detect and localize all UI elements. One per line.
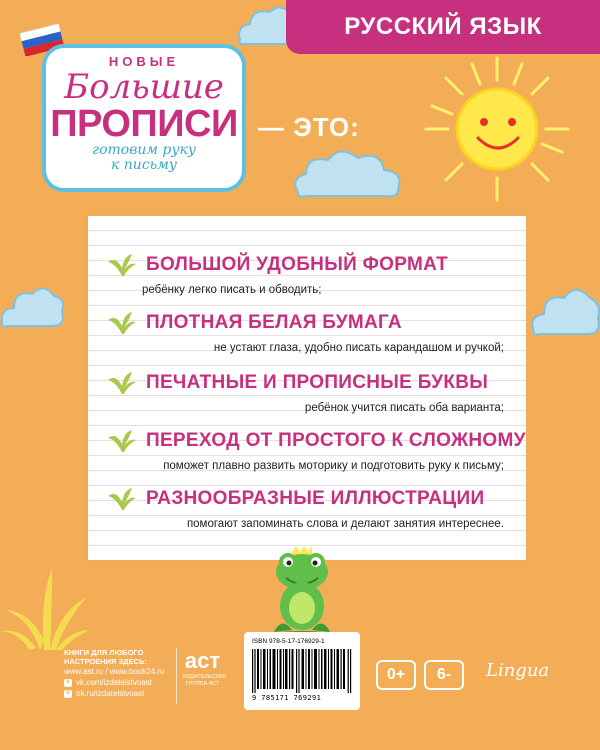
sprout-icon [106,428,138,454]
feature-description: ребёнку легко писать и обводить; [142,284,322,296]
sprout-icon [106,486,138,512]
sun-illustration [422,54,572,204]
ast-caption-1: ИЗДАТЕЛЬСКАЯ [183,674,227,680]
isbn-text: ISBN 978-5-17-176929-1 [252,638,325,645]
feature-description: ребёнок учится писать оба варианта; [304,402,504,414]
footer-vk-row[interactable] [64,677,164,688]
tagline: — ЭТО: [258,112,360,142]
grass-illustration [0,560,90,650]
feature-item [88,368,526,428]
feature-description: помогают запоминать слова и делают занятия интереснее. [186,518,504,530]
vk-icon: v [64,679,72,687]
ast-logo [176,648,227,704]
feature-item [88,308,526,368]
logo-line-prepare: готовим руку [92,142,196,158]
barcode-number: 9 785171 769291 [252,694,322,702]
barcode-bars [252,649,352,693]
feature-title: РАЗНООБРАЗНЫЕ ИЛЛЮСТРАЦИИ [146,488,485,509]
logo-line-writing: к письму [110,157,178,173]
logo-line-big: Большие [64,67,224,107]
frog-illustration [262,546,342,642]
barcode-icon [252,649,352,693]
feature-title: ПЛОТНАЯ БЕЛАЯ БУМАГА [146,312,402,333]
footer-sites[interactable]: www.ast.ru / www.book24.ru [64,667,165,676]
logo-line-new: НОВЫЕ [108,54,180,69]
logo-line-propisi: ПРОПИСИ [50,103,238,145]
feature-title: ПЕЧАТНЫЕ И ПРОПИСНЫЕ БУКВЫ [146,372,489,393]
age-rating-badge: 6- [424,660,464,690]
cloud-decoration [0,278,66,334]
feature-description: поможет плавно развить моторику и подготовить руку к письму; [163,460,504,472]
sprout-icon [106,252,138,278]
feature-title: ПЕРЕХОД ОТ ПРОСТОГО К СЛОЖНОМУ [146,430,526,451]
sprout-icon [106,310,138,336]
feature-title: БОЛЬШОЙ УДОБНЫЙ ФОРМАТ [146,254,449,275]
age-rating-badge: 0+ [376,660,416,690]
cloud-decoration [528,276,600,346]
subject-label: РУССКИЙ ЯЗЫК [344,13,542,40]
publisher-contacts [64,648,164,699]
footer-heading-2: НАСТРОЕНИЯ ЗДЕСЬ: [64,657,147,666]
ok-icon: o [64,690,72,698]
footer-ok-row[interactable] [64,688,164,699]
sprout-icon [106,370,138,396]
subject-tab [286,0,600,54]
cloud-decoration [288,142,408,202]
feature-item [88,484,526,544]
ast-mark: аст [184,648,221,673]
feature-item [88,426,526,486]
ast-caption-2: ГРУППА АСТ [185,681,220,687]
series-logo [42,44,246,192]
feature-item [88,250,526,310]
feature-description: не устают глаза, удобно писать карандашом и ручкой; [213,342,504,354]
footer-vk[interactable]: vk.com/izdatelstvoast [76,678,153,687]
footer-heading-1: КНИГИ ДЛЯ ЛЮБОГО [64,648,144,657]
imprint-logo: Lingua [486,660,550,681]
barcode-label [244,632,360,710]
footer-ok[interactable]: ok.ru/izdatelstvoast [76,689,145,698]
